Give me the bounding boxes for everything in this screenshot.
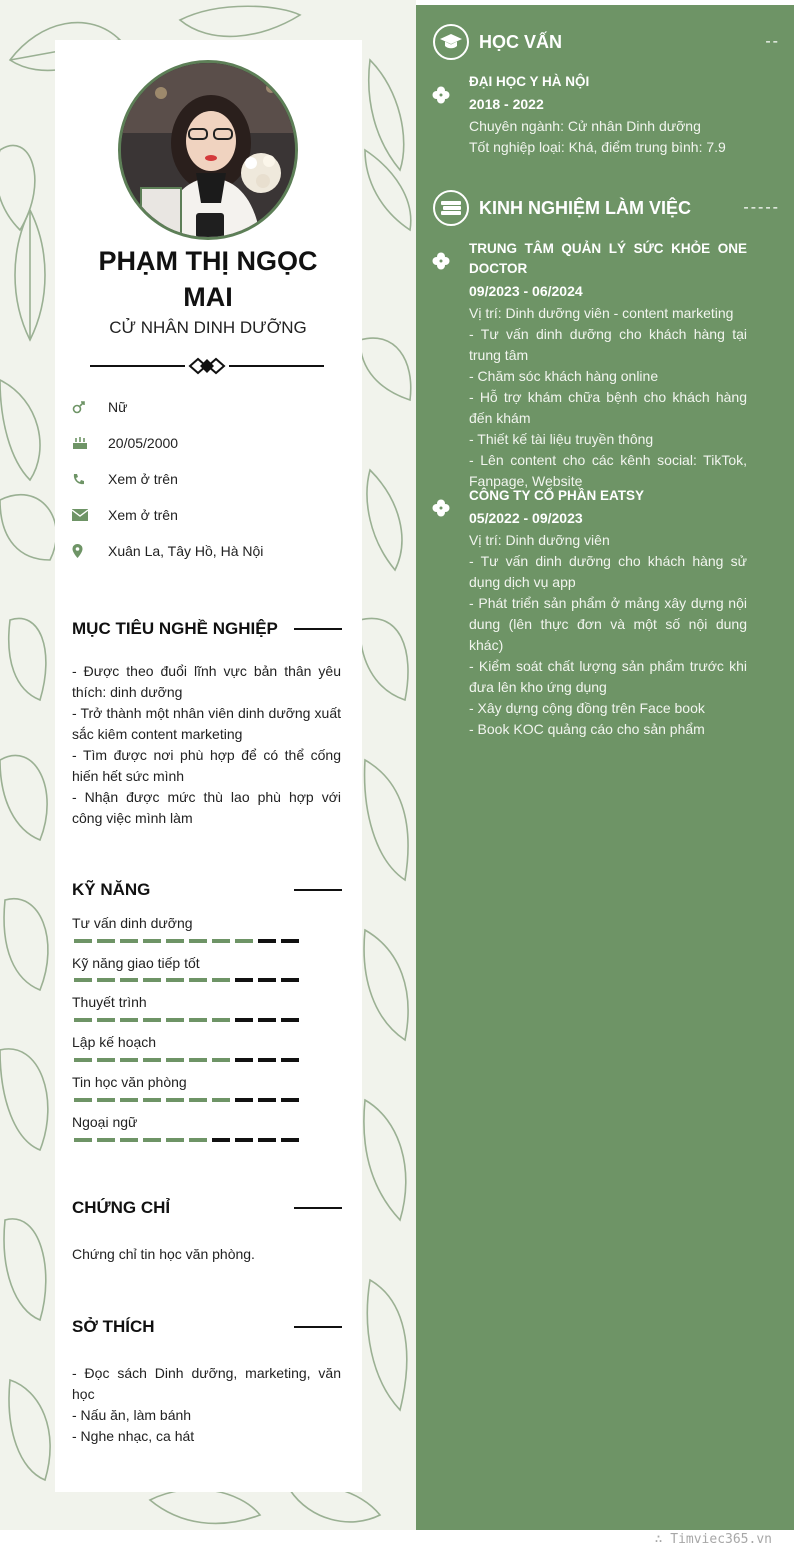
skill-bar <box>74 1018 299 1022</box>
certificates-heading <box>72 1196 342 1220</box>
skill-segment-empty <box>235 1138 253 1142</box>
skill-segment-filled <box>74 1018 92 1022</box>
job-line: - Kiểm soát chất lượng sản phẩm trước khi đưa lên kho ứng dụng <box>469 658 747 695</box>
skill-segment-filled <box>212 978 230 982</box>
education-period: 2018 - 2022 <box>469 96 544 112</box>
job-line: - Phát triển sản phẩm ở mảng xây dựng nội dung (lên thực đơn và một số nội dung khác) <box>469 595 747 653</box>
skill-segment-empty <box>258 1138 276 1142</box>
skill-segment-empty <box>258 978 276 982</box>
objective-line: - Nhận được mức thù lao phù hợp với công việc mình làm <box>72 789 341 826</box>
experience-dash: ----- <box>743 199 780 216</box>
skill-segment-empty <box>281 1138 299 1142</box>
info-address <box>72 541 263 561</box>
birthday-cake-icon <box>72 436 108 450</box>
job-line: - Thiết kế tài liệu truyền thông <box>469 431 654 447</box>
hobbies-rule <box>294 1326 342 1328</box>
skill-segment-filled <box>143 939 161 943</box>
job-line: - Lên content cho các kênh social: TikTok, Fanpage, Website <box>469 452 747 489</box>
skill-label: Tin học văn phòng <box>72 1074 187 1090</box>
skill-segment-filled <box>189 1098 207 1102</box>
education-dash: -- <box>765 33 780 50</box>
skill-segment-filled <box>120 1138 138 1142</box>
job-period: 05/2022 - 09/2023 <box>469 510 583 526</box>
skill-segment-empty <box>258 1018 276 1022</box>
job-period: 09/2023 - 06/2024 <box>469 283 583 299</box>
skill-segment-filled <box>120 1098 138 1102</box>
email-value: Xem ở trên <box>108 507 178 523</box>
skill-segment-empty <box>235 1098 253 1102</box>
hobbies-text <box>72 1363 341 1447</box>
map-pin-icon <box>72 544 108 558</box>
footer-watermark: ∴ Timviec365.vn <box>654 1532 772 1547</box>
education-grade: Tốt nghiệp loại: Khá, điểm trung bình: 7.9 <box>469 139 726 155</box>
hobby-line: - Nấu ăn, làm bánh <box>72 1407 192 1423</box>
experience-title: KINH NGHIỆM LÀM VIỆC <box>479 197 692 218</box>
education-entry <box>469 72 747 158</box>
skill-segment-filled <box>120 1058 138 1062</box>
skill-segment-filled <box>212 939 230 943</box>
skill-segment-filled <box>97 1018 115 1022</box>
skill-segment-filled <box>166 1058 184 1062</box>
job-line: - Hỗ trợ khám chữa bệnh cho khách hàng đến khám <box>469 389 747 426</box>
job-org: TRUNG TÂM QUẢN LÝ SỨC KHỎE ONE DOCTOR <box>469 241 747 276</box>
skill-segment-empty <box>235 1058 253 1062</box>
hobbies-heading <box>72 1315 342 1339</box>
skill-label: Kỹ năng giao tiếp tốt <box>72 955 200 971</box>
job-entry <box>469 239 747 492</box>
gender-value: Nữ <box>108 399 128 415</box>
skill-segment-empty <box>212 1138 230 1142</box>
objective-line: - Trở thành một nhân viên dinh dưỡng xuất sắc kiêm content marketing <box>72 705 341 742</box>
skill-segment-filled <box>143 1138 161 1142</box>
skill-segment-empty <box>258 1058 276 1062</box>
skill-segment-filled <box>97 1138 115 1142</box>
avatar-portrait <box>121 63 298 240</box>
skill-segment-filled <box>166 939 184 943</box>
hobby-line: - Đọc sách Dinh dưỡng, marketing, văn học <box>72 1365 341 1402</box>
clover-icon <box>432 252 450 275</box>
clover-icon <box>432 499 450 522</box>
envelope-icon <box>72 509 108 521</box>
birthday-value: 20/05/2000 <box>108 435 179 451</box>
job-line: Vị trí: Dinh dưỡng viên - content marketing <box>469 305 734 321</box>
skill-segment-filled <box>166 1138 184 1142</box>
skill-segment-filled <box>120 978 138 982</box>
phone-icon <box>72 473 108 486</box>
objective-rule <box>294 628 342 630</box>
objective-heading <box>72 617 342 641</box>
skill-label: Thuyết trình <box>72 994 147 1010</box>
skill-segment-filled <box>189 1058 207 1062</box>
address-value: Xuân La, Tây Hồ, Hà Nội <box>108 543 264 559</box>
info-gender <box>72 397 127 417</box>
certificates-rule <box>294 1207 342 1209</box>
objective-line: - Được theo đuổi lĩnh vực bản thân yêu thích: dinh dưỡng <box>72 663 341 700</box>
title-divider <box>90 356 324 376</box>
skill-segment-empty <box>281 939 299 943</box>
job-line: - Chăm sóc khách hàng online <box>469 368 659 384</box>
skill-bar <box>74 939 299 943</box>
hobbies-title: SỞ THÍCH <box>72 1317 155 1336</box>
job-line: - Book KOC quảng cáo cho sản phẩm <box>469 721 705 737</box>
gender-icon <box>72 400 108 414</box>
job-entry <box>469 486 747 740</box>
skill-segment-filled <box>166 1098 184 1102</box>
skill-segment-filled <box>212 1058 230 1062</box>
skill-segment-empty <box>281 978 299 982</box>
skill-segment-filled <box>97 1058 115 1062</box>
skill-segment-filled <box>235 939 253 943</box>
skill-segment-empty <box>235 1018 253 1022</box>
skill-bar <box>74 978 299 982</box>
objective-title: MỤC TIÊU NGHỀ NGHIỆP <box>72 619 278 638</box>
skill-segment-filled <box>212 1098 230 1102</box>
info-email <box>72 505 178 525</box>
skill-segment-filled <box>166 978 184 982</box>
experience-heading <box>433 190 780 226</box>
skill-segment-empty <box>281 1058 299 1062</box>
skill-segment-filled <box>189 1138 207 1142</box>
skill-segment-filled <box>120 1018 138 1022</box>
book-stack-icon <box>433 190 469 226</box>
school-name: ĐẠI HỌC Y HÀ NỘI <box>469 74 590 89</box>
education-title: HỌC VẤN <box>479 31 563 52</box>
skill-label: Tư vấn dinh dưỡng <box>72 915 193 931</box>
skill-segment-empty <box>281 1018 299 1022</box>
skill-segment-filled <box>143 1058 161 1062</box>
education-heading <box>433 24 780 60</box>
objective-text <box>72 661 341 829</box>
right-column <box>416 5 794 1530</box>
skills-heading <box>72 878 342 902</box>
skill-bar <box>74 1098 299 1102</box>
skill-segment-filled <box>74 1098 92 1102</box>
skill-segment-filled <box>74 978 92 982</box>
certificate-text: Chứng chỉ tin học văn phòng. <box>72 1246 255 1262</box>
skill-segment-filled <box>97 1098 115 1102</box>
skill-segment-filled <box>74 1138 92 1142</box>
skill-bar <box>74 1138 299 1142</box>
skill-segment-filled <box>189 978 207 982</box>
skill-segment-empty <box>235 978 253 982</box>
info-birthday <box>72 433 178 453</box>
avatar <box>118 60 298 240</box>
education-major: Chuyên ngành: Cử nhân Dinh dưỡng <box>469 118 701 134</box>
job-title: CỬ NHÂN DINH DƯỠNG <box>109 318 307 337</box>
info-phone <box>72 469 178 489</box>
skill-segment-empty <box>281 1098 299 1102</box>
skills-title: KỸ NĂNG <box>72 880 151 899</box>
skills-rule <box>294 889 342 891</box>
skill-segment-filled <box>74 1058 92 1062</box>
graduation-cap-icon <box>433 24 469 60</box>
skill-segment-filled <box>143 1098 161 1102</box>
objective-line: - Tìm được nơi phù hợp để có thể cống hiến hết sức mình <box>72 747 341 784</box>
skill-segment-filled <box>74 939 92 943</box>
job-line: - Tư vấn dinh dưỡng cho khách hàng tại trung tâm <box>469 326 747 363</box>
skill-segment-filled <box>97 978 115 982</box>
skill-segment-filled <box>189 1018 207 1022</box>
job-line: Vị trí: Dinh dưỡng viên <box>469 532 610 548</box>
skill-segment-filled <box>120 939 138 943</box>
skill-label: Lập kế hoạch <box>72 1034 157 1050</box>
skill-segment-filled <box>166 1018 184 1022</box>
phone-value: Xem ở trên <box>108 471 178 487</box>
certificates-title: CHỨNG CHỈ <box>72 1198 171 1217</box>
job-line: - Tư vấn dinh dưỡng cho khách hàng sử dụng dịch vụ app <box>469 553 747 590</box>
skill-segment-filled <box>97 939 115 943</box>
skill-segment-empty <box>258 939 276 943</box>
hobby-line: - Nghe nhạc, ca hát <box>72 1428 195 1444</box>
skill-bar <box>74 1058 299 1062</box>
clover-icon <box>432 86 450 109</box>
skill-segment-filled <box>143 978 161 982</box>
skill-segment-filled <box>143 1018 161 1022</box>
person-name: PHẠM THỊ NGỌC MAI <box>98 246 318 312</box>
skill-segment-filled <box>212 1018 230 1022</box>
skill-label: Ngoại ngữ <box>72 1114 138 1130</box>
skill-segment-empty <box>258 1098 276 1102</box>
job-org: CÔNG TY CỔ PHẦN EATSY <box>469 488 645 503</box>
job-line: - Xây dựng cộng đồng trên Face book <box>469 700 705 716</box>
skill-segment-filled <box>189 939 207 943</box>
